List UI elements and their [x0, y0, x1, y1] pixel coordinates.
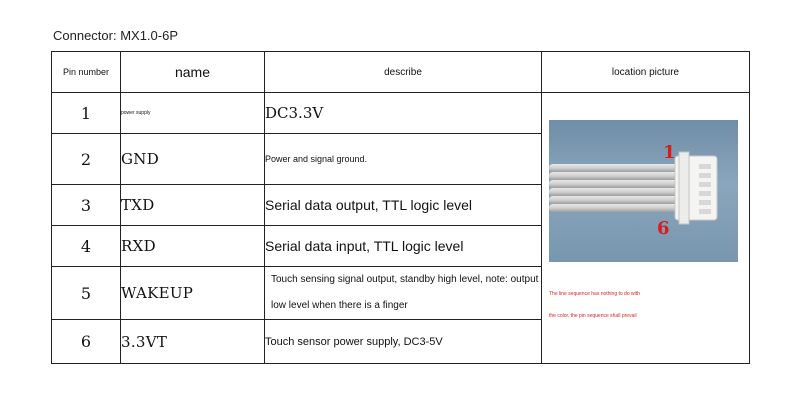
pin-table [51, 51, 750, 364]
describe-line-1: Touch sensing signal output, standby high level, note: output [271, 274, 539, 285]
cable-illustration [549, 120, 738, 262]
pin-number-cell: 1 [52, 93, 121, 134]
pin6-marker: 6 [657, 218, 670, 239]
pin-number-cell: 2 [52, 134, 121, 185]
pin-number-cell: 5 [52, 267, 121, 320]
pin-number-cell: 4 [52, 226, 121, 267]
note-line-1: The line sequence has nothing to do with [549, 291, 640, 297]
pin-name-cell: RXD [121, 226, 265, 267]
pin1-marker: 1 [663, 142, 676, 163]
table-row [52, 93, 750, 134]
pin-name-cell: power supply [121, 93, 265, 134]
pin-describe-cell: Power and signal ground. [265, 134, 542, 185]
connector-title: Connector: MX1.0-6P [53, 28, 179, 43]
pin-describe-cell: Serial data input, TTL logic level [265, 226, 542, 267]
pin-number-cell: 6 [52, 320, 121, 364]
pin-describe-cell [265, 267, 542, 320]
header-describe: describe [265, 52, 542, 93]
pin-describe-cell: DC3.3V [265, 93, 542, 134]
describe-line-2: low level when there is a finger [271, 300, 408, 311]
pin-describe-cell: Serial data output, TTL logic level [265, 185, 542, 226]
pin-name-cell: TXD [121, 185, 265, 226]
note-line-2: the color, the pin sequence shall prevail [549, 313, 637, 319]
table-header-row [52, 52, 750, 93]
header-pin-number: Pin number [52, 52, 121, 93]
pin-number-cell: 3 [52, 185, 121, 226]
pin-name-cell: 3.3VT [121, 320, 265, 364]
pin-name-cell: WAKEUP [121, 267, 265, 320]
location-picture-cell [542, 93, 750, 364]
connector-photo [549, 120, 738, 262]
header-name: name [121, 52, 265, 93]
pin-name-cell: GND [121, 134, 265, 185]
pin-describe-cell: Touch sensor power supply, DC3-5V [265, 320, 542, 364]
header-location-picture: location picture [542, 52, 750, 93]
